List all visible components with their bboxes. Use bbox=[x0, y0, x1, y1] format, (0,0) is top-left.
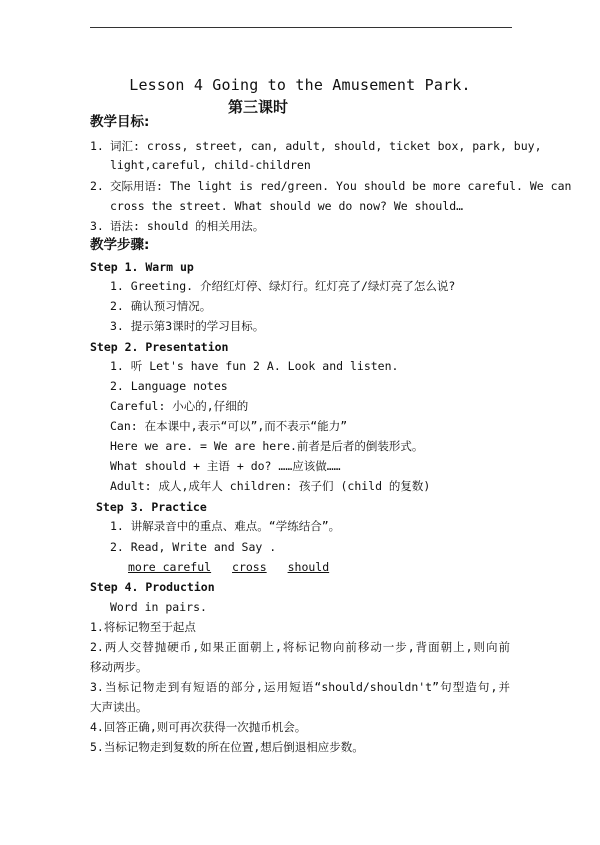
objective-number: 1. bbox=[90, 139, 104, 153]
step1-title: Step 1. Warm up bbox=[90, 260, 194, 274]
step-item: 2. Read, Write and Say . bbox=[110, 540, 277, 554]
language-note: What should + 主语 + do? ……应该做…… bbox=[110, 459, 341, 473]
objectives-heading: 教学目标: bbox=[90, 114, 150, 130]
game-rule: 大声读出。 bbox=[90, 700, 148, 714]
game-rule: 5.当标记物走到复数的所在位置,想后倒退相应步数。 bbox=[90, 740, 364, 754]
game-rule: 1.将标记物至于起点 bbox=[90, 620, 196, 634]
step-item: 2. Language notes bbox=[110, 379, 228, 393]
vocab-word: cross bbox=[232, 560, 267, 574]
vocab-words bbox=[128, 559, 343, 575]
header-rule bbox=[90, 27, 512, 28]
step2-title: Step 2. Presentation bbox=[90, 340, 229, 354]
step-item: 1. 听 Let's have fun 2 A. Look and listen. bbox=[110, 359, 399, 373]
lesson-title: Lesson 4 Going to the Amusement Park. bbox=[129, 76, 471, 94]
game-rule: 2.两人交替抛硬币,如果正面朝上,将标记物向前移动一步,背面朝上,则向前 bbox=[90, 640, 510, 654]
lesson-subtitle: 第三课时 bbox=[228, 98, 289, 116]
objective-text: 语法: should 的相关用法。 bbox=[110, 219, 265, 233]
game-rule: 3.当标记物走到有短语的部分,运用短语“should/shouldn't”句型造句,并 bbox=[90, 680, 510, 694]
objective-text: 词汇: cross, street, can, adult, should, ticket box, park, buy, bbox=[110, 139, 542, 153]
objective-number: 3. bbox=[90, 219, 104, 233]
step4-intro: Word in pairs. bbox=[110, 600, 207, 614]
steps-heading: 教学步骤: bbox=[90, 237, 150, 253]
objective-text: cross the street. What should we do now? We should… bbox=[110, 199, 464, 213]
step4-title: Step 4. Production bbox=[90, 580, 215, 594]
language-note: Adult: 成人,成年人 children: 孩子们 (child 的复数) bbox=[110, 479, 431, 493]
objective-text: light,careful, child-children bbox=[110, 158, 311, 172]
game-rule: 4.回答正确,则可再次获得一次抛币机会。 bbox=[90, 720, 307, 734]
objective-text: 交际用语: The light is red/green. You should be more careful. We can bbox=[110, 179, 572, 193]
step3-title: Step 3. Practice bbox=[96, 500, 207, 514]
game-rule: 移动两步。 bbox=[90, 660, 148, 674]
language-note: Can: 在本课中,表示“可以”,而不表示“能力” bbox=[110, 419, 348, 433]
step-item: 1. 讲解录音中的重点、难点。“学练结合”。 bbox=[110, 519, 341, 533]
language-note: Here we are. = We are here.前者是后者的倒装形式。 bbox=[110, 439, 424, 453]
step-item: 1. Greeting. 介绍红灯停、绿灯行。红灯亮了/绿灯亮了怎么说? bbox=[110, 279, 456, 293]
vocab-word: more careful bbox=[128, 560, 212, 574]
vocab-word: should bbox=[287, 560, 330, 574]
language-note: Careful: 小心的,仔细的 bbox=[110, 399, 249, 413]
objective-number: 2. bbox=[90, 179, 104, 193]
step-item: 3. 提示第3课时的学习目标。 bbox=[110, 319, 265, 333]
step-item: 2. 确认预习情况。 bbox=[110, 299, 212, 313]
